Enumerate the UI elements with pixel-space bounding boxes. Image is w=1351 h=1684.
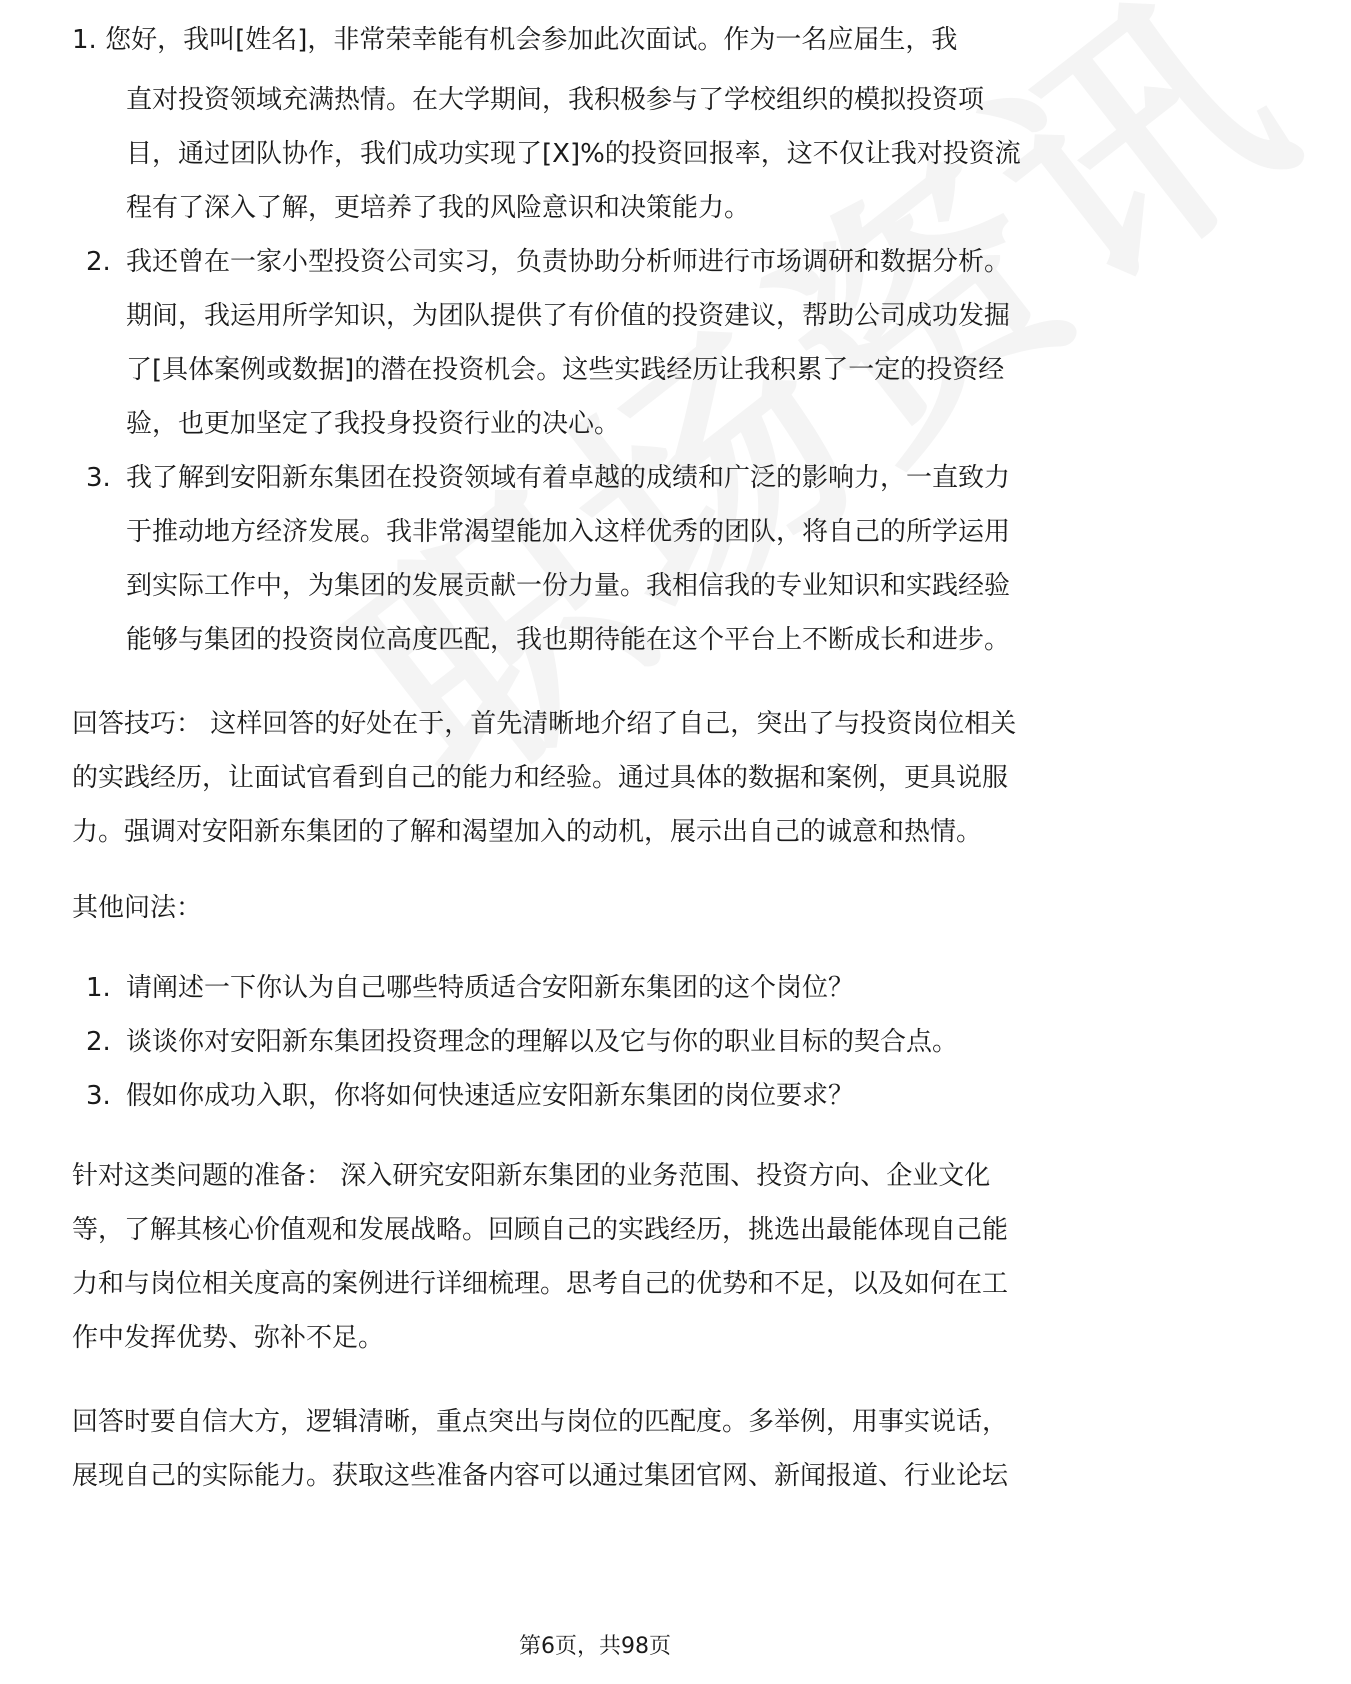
- other-questions-heading: 其他问法：: [72, 893, 203, 923]
- prep-line1: 针对这类问题的准备： 深入研究安阳新东集团的业务范围、投资方向、企业文化: [72, 1161, 991, 1191]
- list1-item1-line1: 直对投资领域充满热情。在大学期间，我积极参与了学校组织的模拟投资项: [126, 85, 985, 115]
- other-q1-number: 1.: [86, 973, 111, 1003]
- page-number-footer: 第6页，共98页: [519, 1634, 671, 1659]
- other-q2-text: 谈谈你对安阳新东集团投资理念的理解以及它与你的职业目标的契合点。: [126, 1027, 959, 1057]
- list1-item1-line3: 程有了深入了解，更培养了我的风险意识和决策能力。: [126, 193, 751, 223]
- tips-line2: 的实践经历，让面试官看到自己的能力和经验。通过具体的数据和案例，更具说服: [72, 763, 1009, 793]
- list1-item2-line2: 期间，我运用所学知识，为团队提供了有价值的投资建议，帮助公司成功发掘: [126, 301, 1011, 331]
- closing-line2: 展现自己的实际能力。获取这些准备内容可以通过集团官网、新闻报道、行业论坛: [72, 1461, 1009, 1491]
- list1-item3-line4: 能够与集团的投资岗位高度匹配，我也期待能在这个平台上不断成长和进步。: [126, 625, 1011, 655]
- closing-line1: 回答时要自信大方，逻辑清晰，重点突出与岗位的匹配度。多举例，用事实说话，: [72, 1407, 1009, 1437]
- other-q3-number: 3.: [86, 1081, 111, 1111]
- list1-item3-line2: 于推动地方经济发展。我非常渴望能加入这样优秀的团队，将自己的所学运用: [126, 517, 1011, 547]
- list1-item2-number: 2.: [86, 247, 111, 277]
- prep-line4: 作中发挥优势、弥补不足。: [72, 1323, 385, 1353]
- list1-item3-number: 3.: [86, 463, 111, 493]
- prep-line3: 力和与岗位相关度高的案例进行详细梳理。思考自己的优势和不足，以及如何在工: [72, 1269, 1009, 1299]
- list1-item2-line4: 验，也更加坚定了我投身投资行业的决心。: [126, 409, 621, 439]
- other-q3-text: 假如你成功入职，你将如何快速适应安阳新东集团的岗位要求？: [126, 1081, 855, 1111]
- other-q2-number: 2.: [86, 1027, 111, 1057]
- list1-item2-line1: 我还曾在一家小型投资公司实习，负责协助分析师进行市场调研和数据分析。: [126, 247, 1011, 277]
- prep-line2: 等，了解其核心价值观和发展战略。回顾自己的实践经历，挑选出最能体现自己能: [72, 1215, 1009, 1245]
- list1-item3-line1: 我了解到安阳新东集团在投资领域有着卓越的成绩和广泛的影响力，一直致力: [126, 463, 1011, 493]
- clipped-top-line: [0, 0, 1190, 55]
- other-q1-text: 请阐述一下你认为自己哪些特质适合安阳新东集团的这个岗位？: [126, 973, 855, 1003]
- list1-item3-line3: 到实际工作中，为集团的发展贡献一份力量。我相信我的专业知识和实践经验: [126, 571, 1011, 601]
- tips-line1: 回答技巧： 这样回答的好处在于，首先清晰地介绍了自己，突出了与投资岗位相关: [72, 709, 1017, 739]
- list1-item2-line3: 了[具体案例或数据]的潜在投资机会。这些实践经历让我积累了一定的投资经: [126, 355, 1005, 385]
- tips-line3: 力。强调对安阳新东集团的了解和渴望加入的动机，展示出自己的诚意和热情。: [72, 817, 983, 847]
- clipped-line-text: 1. 您好，我叫[姓名]，非常荣幸能有机会参加此次面试。作为一名应届生，我: [72, 25, 958, 55]
- list1-item1-line2: 目，通过团队协作，我们成功实现了[X]%的投资回报率，这不仅让我对投资流: [126, 139, 1021, 169]
